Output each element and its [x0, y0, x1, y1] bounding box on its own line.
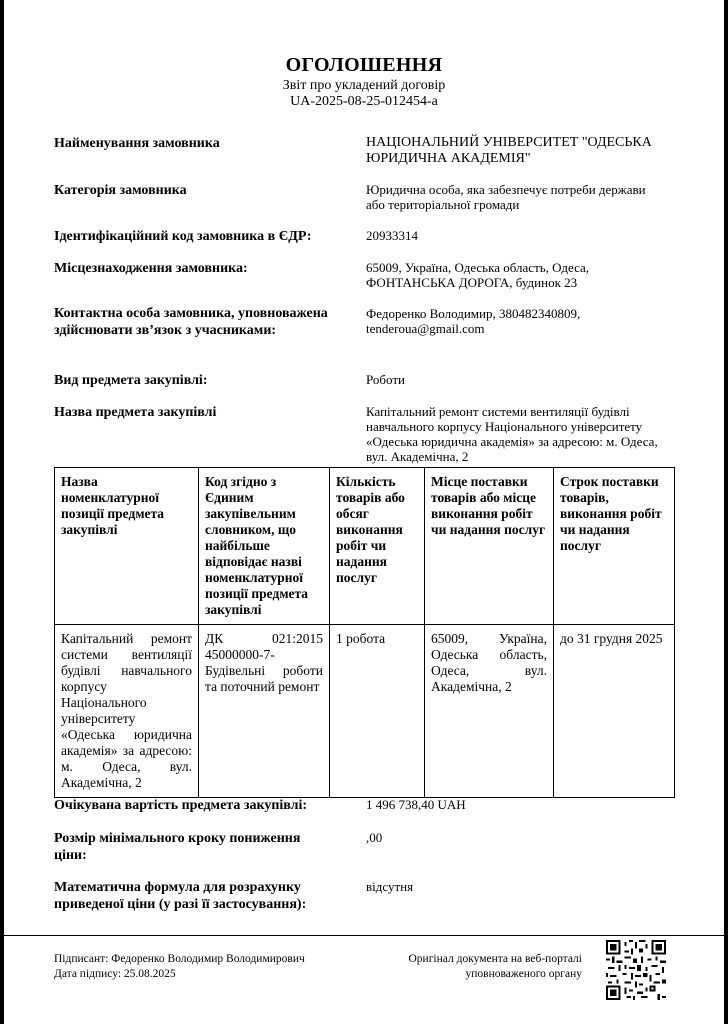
qr-code-icon[interactable]: [606, 940, 666, 1000]
document-header: [0, 52, 728, 110]
contact-person-label: Контактна особа замовника, уповноважена здійснювати зв’язок з учасниками:: [54, 306, 328, 338]
min-step-value: ,00: [366, 830, 383, 845]
formula-label: Математична формула для розрахунку приведеної ціни (у разі її застосування):: [54, 880, 307, 912]
footer-signature: [54, 952, 305, 982]
sign-date: Дата підпису: 25.08.2025: [54, 968, 176, 980]
original-note-line2: уповноваженого органу: [465, 968, 582, 980]
customer-category-value: Юридична особа, яка забезпечує потреби держави або територіальної громади: [366, 182, 646, 212]
footer-original-note: [409, 952, 583, 982]
table-row: [55, 625, 675, 798]
table-cell: ДК 021:2015 45000000-7-Будівельні роботи та поточний ремонт: [199, 625, 330, 798]
table-cell: Капітальний ремонт системи вентиляції будівлі навчального корпусу Національного університету «Одеська юридична академія» за адресою: м. Одеса, вул. Академічна, 2: [55, 625, 199, 798]
subject-type-label: Вид предмета закупівлі:: [54, 373, 208, 388]
customer-code-label: Ідентифікаційний код замовника в ЄДР:: [54, 229, 312, 244]
customer-code-value: 20933314: [366, 228, 418, 243]
footer-divider: [4, 935, 724, 936]
table-cell: 1 робота: [330, 625, 425, 798]
min-step-label: Розмір мінімального кроку пониження ціни:: [54, 831, 301, 863]
subject-name-label: Назва предмета закупівлі: [54, 405, 217, 420]
original-note-line1: Оригінал документа на веб-порталі: [408, 953, 582, 965]
table-header-row: [55, 468, 675, 625]
signer-name: Підписант: Федоренко Володимир Володимирович: [54, 953, 305, 965]
subject-type-value: Роботи: [366, 372, 405, 387]
expected-cost-value: 1 496 738,40 UAH: [366, 797, 466, 812]
items-table: [54, 467, 675, 798]
customer-location-value: 65009, Україна, Одеська область, Одеса, ФОНТАНСЬКА ДОРОГА, будинок 23: [366, 260, 590, 290]
formula-value: відсутня: [366, 879, 414, 894]
table-header-cell: Місце поставки товарів або місце виконання робіт чи надання послуг: [425, 468, 554, 625]
table-cell: до 31 грудня 2025: [554, 625, 675, 798]
table-header-cell: Код згідно з Єдиним закупівельним словником, що найбільше відповідає назві номенклатурної позиції предмета закупівлі: [199, 468, 330, 625]
customer-name-value: НАЦІОНАЛЬНИЙ УНІВЕРСИТЕТ "ОДЕСЬКА ЮРИДИЧНА АКАДЕМІЯ": [366, 135, 652, 166]
customer-name-label: Найменування замовника: [54, 136, 220, 151]
table-header-cell: Кількість товарів або обсяг виконання робіт чи надання послуг: [330, 468, 425, 625]
contact-person-value: Федоренко Володимир, 380482340809, tenderoua@gmail.com: [366, 306, 581, 336]
table-cell: 65009, Україна, Одеська область, Одеса, вул. Академічна, 2: [425, 625, 554, 798]
document-id: UA-2025-08-25-012454-a: [290, 94, 438, 109]
page-border-left: [0, 0, 4, 1024]
document-title: ОГОЛОШЕННЯ: [285, 54, 443, 76]
expected-cost-label: Очікувана вартість предмета закупівлі:: [54, 798, 308, 813]
subject-name-value: Капітальний ремонт системи вентиляції будівлі навчального корпусу Національного університету «Одеська юридична академія» за адресою: м. Одеса, вул. Академічна, 2: [366, 404, 658, 464]
table-header-cell: Назва номенклатурної позиції предмета закупівлі: [55, 468, 199, 625]
document-subtitle: Звіт про укладений договір: [282, 78, 446, 93]
page-border-right: [724, 0, 728, 1024]
customer-category-label: Категорія замовника: [54, 183, 187, 198]
table-header-cell: Строк поставки товарів, виконання робіт чи надання послуг: [554, 468, 675, 625]
customer-location-label: Місцезнаходження замовника:: [54, 261, 248, 276]
